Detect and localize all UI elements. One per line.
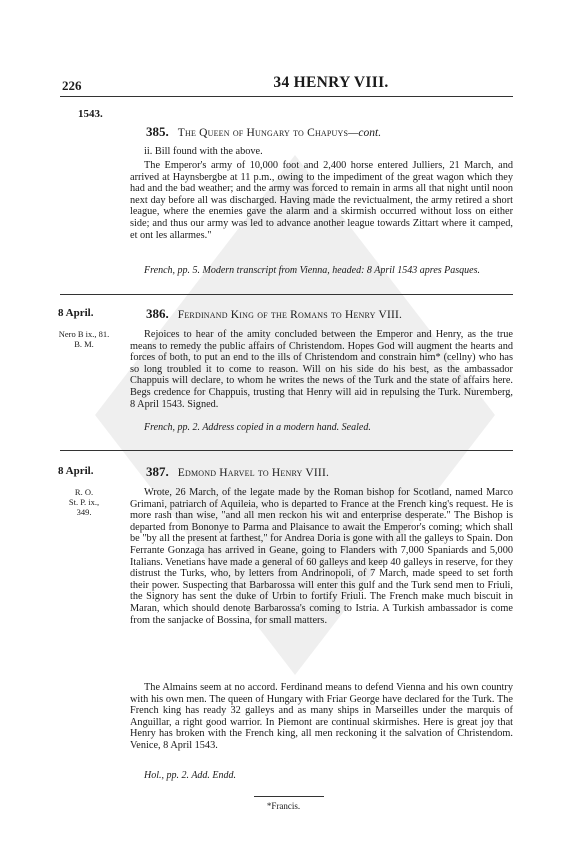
header-rule bbox=[60, 96, 513, 97]
footnote: *Francis. bbox=[266, 801, 301, 811]
year-marker: 1543. bbox=[78, 108, 103, 120]
doc-386-date: 8 April. bbox=[58, 307, 94, 319]
running-title-text: 34 HENRY VIII. bbox=[273, 74, 389, 91]
doc-386-note: French, pp. 2. Address copied in a modern hand. Sealed. bbox=[144, 422, 371, 433]
doc-386-body: Rejoices to hear of the amity concluded between the Emperor and Henry, as the true means to remedy the public affairs of Christendom. Hopes God will augment the hearts and forces of both, to put an end to the ills of Christendom and constrain him* (cellny) who has so long troubled it to come to reason. Will on his side do his best, as the ambassador Chappuis will declare, to whom he writes the news of the Turk and the state of affairs here. Begs credence for Chappuis, trusting that Henry will aid in repulsing the Turk. Nuremberg, 8 April 1543. Signed. bbox=[130, 329, 513, 410]
doc-385-number: 385. bbox=[146, 124, 169, 139]
doc-387-ref-line-3: 349. bbox=[76, 507, 92, 517]
separator-rule-2 bbox=[60, 450, 513, 451]
doc-386-reference bbox=[55, 329, 113, 349]
doc-387-para-2: The Almains seem at no accord. Ferdinand means to defend Vienna and his own country with his own men. The queen of Hungary with Friar George have declared for the Turk. The French king has ready 32 galleys and as many ships in Marseilles under the marquis of Anguillar, a right good warrior. In Piemont are continual skirmishes. Here is great joy that Henry has broken with the French king, all men reckoning it the salvation of Christendom. Venice, 8 April 1543. bbox=[130, 682, 513, 751]
doc-387-reference bbox=[55, 487, 113, 517]
doc-387-ref-line-1: R. O. bbox=[74, 487, 94, 497]
doc-387-para-1: Wrote, 26 March, of the legate made by the Roman bishop for Scotland, named Marco Grimani, patriarch of Aquileia, who is departed to France at the French king's request. He is more rash than wise, "and all men reckon his wit and enterprise desperate." The Bishop is departed from Bononye to Parma and Plaisance to await the Emperor's coming; which shall be "by all the present at farthest," for Andrea Doria is gone with all the galleys to Spain. Don Ferrante Gonzaga has arrived in Geane, going to Flanders with 7,000 Spaniards and 5,000 Italians. Venetians have made a general of 60 galleys and keep 40 galleys in reserve, for they distrust the Turks, who, by letters from Andrinopoli, of 7 March, made speed to set forth their power. Suspecting that Barbarossa will enter this gulf and the Turk send men to Friuli, the Signory has sent the duke of Urbin to fortify Friuli. The French make much biscuit in Maran, which should denote Barbarossa's coming to Istria. A Turkish ambassador is come from the sanjacke of Bossina, for small matters. bbox=[130, 487, 513, 626]
doc-386-title: Ferdinand King of the Romans to Henry VIII. bbox=[177, 309, 403, 321]
separator-rule bbox=[60, 294, 513, 295]
doc-387-note: Hol., pp. 2. Add. Endd. bbox=[144, 770, 237, 781]
doc-387-ref-line-2: St. P. ix., bbox=[68, 497, 100, 507]
doc-386-ref-line-1: Nero B ix., 81. bbox=[58, 329, 110, 339]
doc-387-title: Edmond Harvel to Henry VIII. bbox=[177, 467, 330, 479]
doc-386-number: 386. bbox=[146, 306, 169, 321]
doc-385-para-2: The Emperor's army of 10,000 foot and 2,400 horse entered Julliers, 21 March, and arrived at Haynsbergbe at 11 p.m., owing to the impediment of the great wagon which they had and the bad weather; and the army was forced to remain in arms all that night until noon next day before all was discharged. Having made the revictualment, the army retired a short league, where the enemies gave the alarm and a skirmish occurred without loss on either side; and thus our army was led to advance another league towards Zittart where it camped, et ont les allarmes." bbox=[130, 160, 513, 241]
page-number: 226 bbox=[62, 78, 82, 93]
footnote-rule bbox=[254, 796, 324, 797]
doc-385-para-1: ii. Bill found with the above. bbox=[144, 146, 263, 157]
doc-386-heading bbox=[146, 306, 402, 322]
doc-387-date: 8 April. bbox=[58, 465, 94, 477]
doc-385-cont: —cont. bbox=[348, 127, 382, 139]
doc-385-title: The Queen of Hungary to Chapuys bbox=[177, 127, 349, 139]
doc-387-heading bbox=[146, 464, 329, 480]
doc-385-heading bbox=[146, 124, 381, 140]
running-title bbox=[0, 74, 567, 92]
doc-387-number: 387. bbox=[146, 464, 169, 479]
doc-386-ref-line-2: B. M. bbox=[74, 339, 94, 349]
doc-385-note: French, pp. 5. Modern transcript from Vienna, headed: 8 April 1543 apres Pasques. bbox=[144, 265, 480, 276]
